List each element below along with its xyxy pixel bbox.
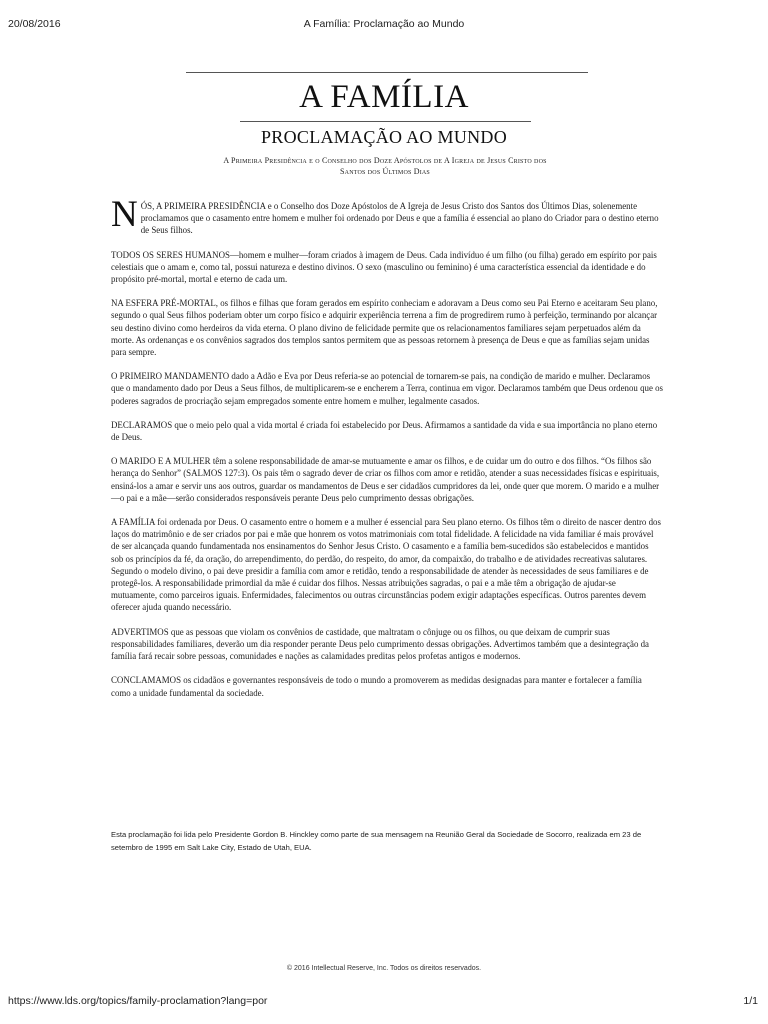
paragraph <box>111 674 663 698</box>
print-page-title: A Família: Proclamação ao Mundo <box>303 18 465 30</box>
paragraph-text: e o Conselho dos Doze Apóstolos de A Igreja de Jesus Cristo dos Santos dos Últimos Dias, solenemente proclamamos que o casamento entre homem e mulher foi ordenado por Deus e que a família é essencial ao plano do Criador para o destino eterno de Seus filhos. <box>140 201 659 236</box>
page-number: 1/1 <box>743 995 758 1007</box>
document-title: A FAMÍLIA <box>299 79 469 115</box>
source-url-link[interactable]: https://www.lds.org/topics/family-proclamation?lang=por <box>8 995 268 1007</box>
paragraph-lead: NA ESFERA PRÉ-MORTAL <box>111 298 216 309</box>
paragraph <box>111 419 663 443</box>
paragraph-text: têm a solene responsabilidade de amar-se mutuamente e amar os filhos, e de cuidar um do outro e dos filhos. “Os filhos são herança do Senhor” (SALMOS 127:3). Os pais têm o sagrado dever de criar os filhos com amor e retidão, atender a suas necessidades físicas e espirituais, ensiná-los a amar e servir uns aos outros, guardar os mandamentos de Deus e ser cidadãos cumpridores da lei, onde quer que morem. O marido e a mulher—o pai e a mãe—serão considerados responsáveis perante Deus pelo cumprimento dessas obrigações. <box>111 456 660 503</box>
paragraph-lead: ÓS, A PRIMEIRA PRESIDÊNCIA <box>140 201 266 211</box>
paragraph-lead: ADVERTIMOS <box>111 626 169 637</box>
paragraph <box>111 626 663 663</box>
top-divider <box>186 72 588 73</box>
drop-cap: N <box>111 194 138 235</box>
paragraph <box>111 516 663 614</box>
paragraph <box>111 370 663 407</box>
paragraph-text: que o meio pelo qual a vida mortal é criada foi estabelecido por Deus. Afirmamos a santidade da vida e sua importância no plano eterno de Deus. <box>111 419 658 443</box>
title-divider <box>240 121 531 122</box>
byline <box>200 155 570 177</box>
proclamation-body <box>111 194 664 711</box>
paragraph <box>111 297 663 358</box>
paragraph-lead: O PRIMEIRO MANDAMENTO <box>111 371 230 382</box>
paragraph-lead: CONCLAMAMOS <box>111 675 182 686</box>
paragraph-text: que as pessoas que violam os convênios de castidade, que maltratam o cônjuge ou os filhos, ou que deixam de cumprir suas responsabilidades familiares, deverão um dia responder perante Deus pelo cumprimento dessas obrigações. Advertimos também que a desintegração da família fará recair sobre pessoas, comunidades e nações as calamidades preditas pelos profetas antigos e modernos. <box>111 626 649 662</box>
paragraph-lead: O MARIDO E A MULHER <box>111 456 211 467</box>
proclamation-note: Esta proclamação foi lida pelo Presidente Gordon B. Hinckley como parte de sua mensagem na Reunião Geral da Sociedade de Socorro, realizada em 23 de setembro de 1995 em Salt Lake City, Estado de Utah, EUA. <box>111 830 642 852</box>
paragraph-lead: TODOS OS SERES HUMANOS <box>111 249 230 260</box>
paragraph-text: —homem e mulher—foram criados à imagem de Deus. Cada indivíduo é um filho (ou filha) gerado em espírito por pais celestiais que o amam e, como tal, possui natureza e destino divinos. O sexo (masculino ou feminino) é uma característica essencial da identidade e do propósito pré-mortal, mortal e eterno de cada um. <box>111 249 657 285</box>
paragraph <box>111 249 663 286</box>
paragraph-text: os cidadãos e governantes responsáveis de todo o mundo a promoverem as medidas designadas para manter e fortalecer a família como a unidade fundamental da sociedade. <box>111 675 642 698</box>
byline-line-1: A Primeira Presidência e o Conselho dos Doze Apóstolos de A Igreja de Jesus Cristo dos <box>223 156 547 165</box>
paragraph <box>111 455 663 504</box>
paragraph-text: foi ordenada por Deus. O casamento entre o homem e a mulher é essencial para Seu plano eterno. Os filhos têm o direito de nascer dentro dos laços do matrimônio e de ser criados por pai e mãe que honrem os votos matrimoniais com total fidelidade. A felicidade na vida familiar é mais provável de ser alcançada quando fundamentada nos ensinamentos do Senhor Jesus Cristo. O casamento e a família bem-sucedidos são estabelecidos e mantidos sob os princípios da fé, da oração, do arrependimento, do perdão, do respeito, do amor, da compaixão, do trabalho e de atividades recreativas salutares. Segundo o modelo divino, o pai deve presidir a família com amor e retidão, tendo a responsabilidade de atender às necessidades de seus familiares e de protegê-los. A responsabilidade primordial da mãe é cuidar dos filhos. Nessas atribuições sagradas, o pai e a mãe têm a obrigação de ajudar-se mutuamente, como parceiros iguais. Enfermidades, falecimentos ou outras circunstâncias podem exigir adaptações específicas. Outros parentes devem oferecer ajuda quando necessário. <box>111 517 661 613</box>
paragraph-lead: A FAMÍLIA <box>111 517 155 528</box>
paragraph-lead: DECLARAMOS <box>111 419 173 430</box>
paragraph-text: dado a Adão e Eva por Deus referia-se ao potencial de tornarem-se pais, na condição de marido e mulher. Declaramos que o mandamento dado por Deus a Seus filhos, de multiplicarem-se e encherem a Terra, continua em vigor. Declaramos também que Deus ordenou que os poderes sagrados de procriação sejam empregados somente entre homem e mulher, legalmente casados. <box>111 371 664 406</box>
byline-line-2: Santos dos Últimos Dias <box>340 167 430 176</box>
print-date: 20/08/2016 <box>8 18 61 30</box>
document-subtitle: PROCLAMAÇÃO AO MUNDO <box>260 127 508 147</box>
paragraph-text: , os filhos e filhas que foram gerados em espírito conheciam e adoravam a Deus como seu Pai Eterno e aceitaram Seu plano, segundo o qual Seus filhos poderiam obter um corpo físico e adquirir experiência terrena a fim de progredirem rumo à perfeição, terminando por alcançar seu destino divino como herdeiros da vida eterna. O plano divino de felicidade permite que os relacionamentos familiares sejam perpetuados além da morte. As ordenanças e os convênios sagrados dos templos santos permitem que as pessoas retornem à presença de Deus e que as famílias sejam unidas para sempre. <box>111 298 658 358</box>
copyright: © 2016 Intellectual Reserve, Inc. Todos os direitos reservados. <box>286 965 482 972</box>
paragraph <box>111 194 663 237</box>
